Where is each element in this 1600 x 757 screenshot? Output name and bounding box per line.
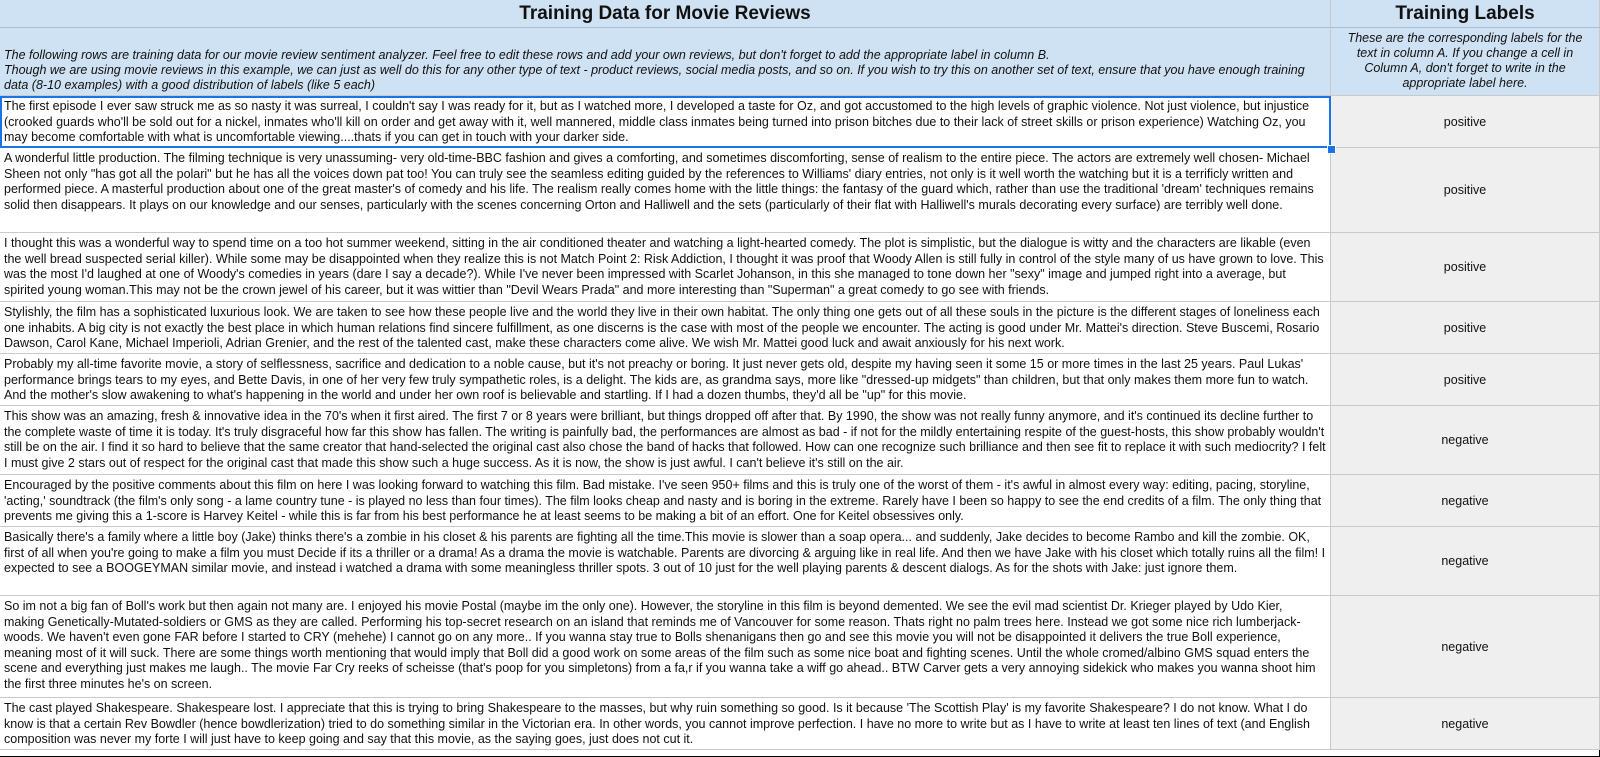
label-cell-2[interactable]: positive (1331, 148, 1600, 233)
label-cell-6[interactable]: negative (1331, 406, 1600, 475)
label-cell-7[interactable]: negative (1331, 475, 1600, 527)
description-cell[interactable] (0, 28, 1331, 96)
review-cell-6[interactable]: This show was an amazing, fresh & innovative idea in the 70's when it first aired. The first 7 or 8 years were brilliant, but things dropped off after that. By 1990, the show was not really funny anymore, and it's continued its decline further to the complete waste of time it is today. It's truly disgraceful how far this show has fallen. The writing is painfully bad, the performances are almost as bad - if not for the mildly entertaining respite of the guest-hosts, this show probably wouldn't still be on the air. I find it so hard to believe that the same creator that hand-selected the original cast also chose the band of hacks that followed. How can one recognize such brilliance and then see fit to replace it with such mediocrity? I felt I must give 2 stars out of respect for the original cast that made this show such a huge success. As it is now, the show is just awful. I can't believe it's still on the air. (0, 406, 1331, 475)
labels-description-cell[interactable]: These are the corresponding labels for the text in column A. If you change a cell in Column A, don't forget to write in the appropriate label here. (1331, 28, 1600, 96)
review-cell-4[interactable]: Stylishly, the film has a sophisticated luxurious look. We are taken to see how these people live and the world they live in their own habitat. The only thing one gets out of all these souls in the picture is the different stages of loneliness each one inhabits. A big city is not exactly the best place in which human relations find sincere fulfillment, as one discerns is the case with most of the people we encounter. The acting is good under Mr. Mattei's direction. Steve Buscemi, Rosario Dawson, Carol Kane, Michael Imperioli, Adrian Grenier, and the rest of the talented cast, make these characters come alive. We wish Mr. Mattei good luck and await anxiously for his next work. (0, 302, 1331, 354)
header-cell-training-data[interactable]: Training Data for Movie Reviews (0, 0, 1331, 28)
description-line-2: Though we are using movie reviews in this example, we can just as well do this for any other type of text - product reviews, social media posts, and so on. If you wish to try this on another set of text, ensure that you have enough training data (8-10 examples) with a good distribution of labels (like 5 each) (4, 63, 1305, 92)
review-cell-1[interactable]: The first episode I ever saw struck me as so nasty it was surreal, I couldn't say I was ready for it, but as I watched more, I developed a taste for Oz, and got accustomed to the high levels of graphic violence. Not just violence, but injustice (crooked guards who'll be sold out for a nickel, inmates who'll kill on order and get away with it, well mannered, middle class inmates being turned into prison bitches due to their lack of street skills or prison experience) Watching Oz, you may become comfortable with what is uncomfortable viewing....thats if you can get in touch with your darker side. (0, 96, 1331, 148)
review-cell-8[interactable]: Basically there's a family where a little boy (Jake) thinks there's a zombie in his closet & his parents are fighting all the time.This movie is slower than a soap opera... and suddenly, Jake decides to become Rambo and kill the zombie. OK, first of all when you're going to make a film you must Decide if its a thriller or a drama! As a drama the movie is watchable. Parents are divorcing & arguing like in real life. And then we have Jake with his closet which totally ruins all the film! I expected to see a BOOGEYMAN similar movie, and instead i watched a drama with some meaningless thriller spots. 3 out of 10 just for the well playing parents & descent dialogs. As for the shots with Jake: just ignore them. (0, 527, 1331, 596)
selection-fill-handle[interactable] (1327, 145, 1336, 154)
review-cell-9[interactable]: So im not a big fan of Boll's work but then again not many are. I enjoyed his movie Postal (maybe im the only one). However, the storyline in this film is beyond demented. We see the evil mad scientist Dr. Krieger played by Udo Kier, making Genetically-Mutated-soldiers or GMS as they are called. Performing his top-secret research on an island that reminds me of Vancouver for some reason. Thats right no palm trees here. Instead we got some nice rich lumberjack-woods. We haven't even gone FAR before I started to CRY (mehehe) I cannot go on any more.. If you wanna stay true to Bolls shenanigans then go and see this movie you will not be disappointed it delivers the true Boll experience, meaning most of it will suck. There are some things worth mentioning that would imply that Boll did a good work on some areas of the film such as some nice boat and fighting scenes. Until the whole cromed/albino GMS squad enters the scene and everything just makes me laugh.. The movie Far Cry reeks of scheisse (that's poop for you simpletons) from a fa,r if you wanna take a wiff go ahead.. BTW Carver gets a very annoying sidekick who makes you wanna shoot him the first three minutes he's on screen. (0, 596, 1331, 698)
description-line-1: The following rows are training data for our movie review sentiment analyzer. Feel free to edit these rows and add your own reviews, but don't forget to add the appropriate label in column B. (4, 48, 1050, 62)
review-cell-2[interactable]: A wonderful little production. The filming technique is very unassuming- very old-time-BBC fashion and gives a comforting, and sometimes discomforting, sense of realism to the entire piece. The actors are extremely well chosen- Michael Sheen not only "has got all the polari" but he has all the voices down pat too! You can truly see the seamless editing guided by the references to Williams' diary entries, not only is it well worth the watching but it is a terrificly written and performed piece. A masterful production about one of the great master's of comedy and his life. The realism really comes home with the little things: the fantasy of the guard which, rather than use the traditional 'dream' techniques remains solid then disappears. It plays on our knowledge and our senses, particularly with the scenes concerning Orton and Halliwell and the sets (particularly of their flat with Halliwell's murals decorating every surface) are terribly well done. (0, 148, 1331, 233)
description-text (4, 48, 1326, 93)
review-cell-3[interactable]: I thought this was a wonderful way to spend time on a too hot summer weekend, sitting in the air conditioned theater and watching a light-hearted comedy. The plot is simplistic, but the dialogue is witty and the characters are likable (even the well bread suspected serial killer). While some may be disappointed when they realize this is not Match Point 2: Risk Addiction, I thought it was proof that Woody Allen is still fully in control of the style many of us have grown to love. This was the most I'd laughed at one of Woody's comedies in years (dare I say a decade?). While I've never been impressed with Scarlet Johanson, in this she managed to tone down her "sexy" image and jumped right into a average, but spirited young woman.This may not be the crown jewel of his career, but it was wittier than "Devil Wears Prada" and more interesting than "Superman" a great comedy to go see with friends. (0, 233, 1331, 302)
label-cell-8[interactable]: negative (1331, 527, 1600, 596)
header-cell-training-labels[interactable]: Training Labels (1331, 0, 1600, 28)
label-cell-3[interactable]: positive (1331, 233, 1600, 302)
review-cell-7[interactable]: Encouraged by the positive comments about this film on here I was looking forward to watching this film. Bad mistake. I've seen 950+ films and this is truly one of the worst of them - it's awful in almost every way: editing, pacing, storyline, 'acting,' soundtrack (the film's only song - a lame country tune - is played no less than four times). The film looks cheap and nasty and is boring in the extreme. Rarely have I been so happy to see the end credits of a film. The only thing that prevents me giving this a 1-score is Harvey Keitel - while this is far from his best performance he at least seems to be making a bit of an effort. One for Keitel obsessives only. (0, 475, 1331, 527)
label-cell-5[interactable]: positive (1331, 354, 1600, 406)
review-cell-5[interactable]: Probably my all-time favorite movie, a story of selflessness, sacrifice and dedication to a noble cause, but it's not preachy or boring. It just never gets old, despite my having seen it some 15 or more times in the last 25 years. Paul Lukas' performance brings tears to my eyes, and Bette Davis, in one of her very few truly sympathetic roles, is a delight. The kids are, as grandma says, more like "dressed-up midgets" than children, but that only makes them more fun to watch. And the mother's slow awakening to what's happening in the world and under her own roof is believable and startling. If I had a dozen thumbs, they'd all be "up" for this movie. (0, 354, 1331, 406)
label-cell-9[interactable]: negative (1331, 596, 1600, 698)
label-cell-4[interactable]: positive (1331, 302, 1600, 354)
label-cell-10[interactable]: negative (1331, 698, 1600, 750)
review-cell-10[interactable]: The cast played Shakespeare. Shakespeare lost. I appreciate that this is trying to bring Shakespeare to the masses, but why ruin something so good. Is it because 'The Scottish Play' is my favorite Shakespeare? I do not know. What I do know is that a certain Rev Bowdler (hence bowdlerization) tried to do something similar in the Victorian era. In other words, you cannot improve perfection. I have no more to write but as I have to write at least ten lines of text (and English composition was never my forte I will just have to keep going and say that this movie, as the saying goes, just does not cut it. (0, 698, 1331, 750)
label-cell-1[interactable]: positive (1331, 96, 1600, 148)
